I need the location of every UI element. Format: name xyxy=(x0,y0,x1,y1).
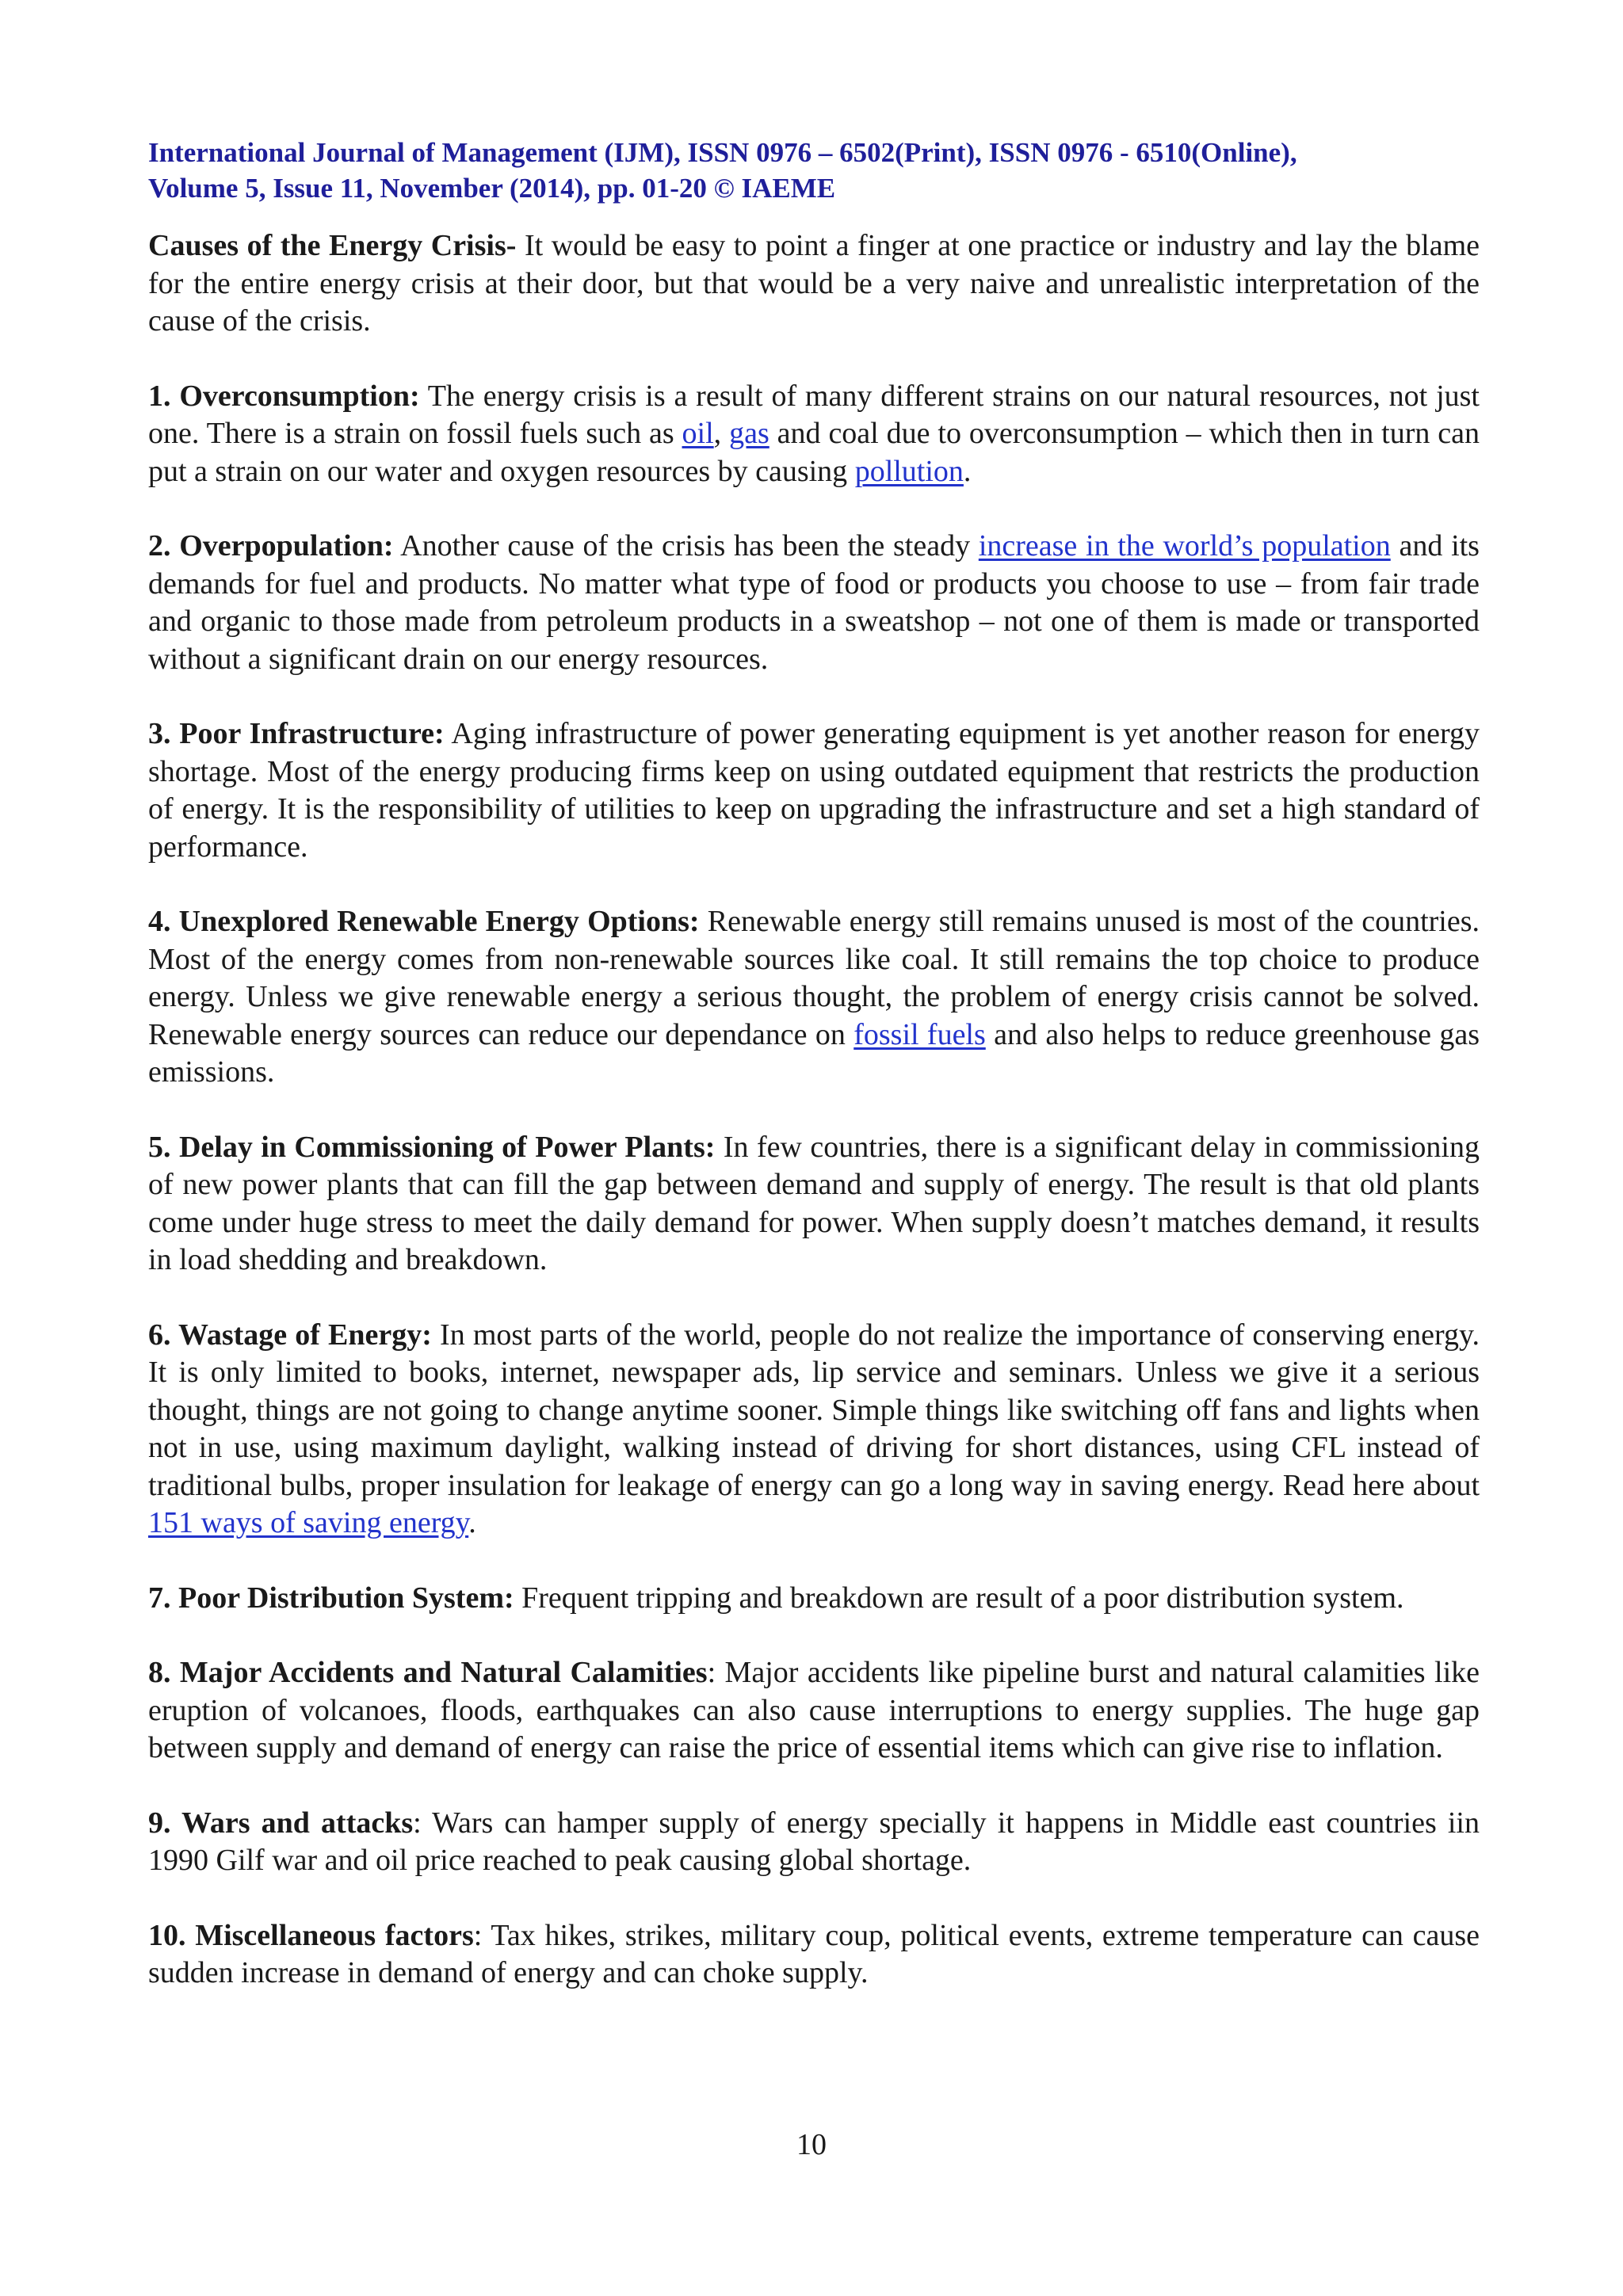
miscellaneous-factors-text: : Tax hikes, strikes, military coup, political events, extreme temperature can cause sudden increase in demand of energy and can choke supply. xyxy=(148,1918,1480,1989)
overconsumption-text-end: . xyxy=(963,454,972,488)
fossil-fuels-link[interactable]: fossil fuels xyxy=(854,1017,986,1051)
overconsumption-title: 1. Overconsumption: xyxy=(148,379,420,413)
gas-link[interactable]: gas xyxy=(729,417,769,450)
accidents-calamities-title: 8. Major Accidents and Natural Calamities xyxy=(148,1656,708,1689)
journal-header-line-1: International Journal of Management (IJM), ISSN 0976 – 6502(Print), ISSN 0976 - 6510(Online), xyxy=(148,137,1297,168)
intro-title: Causes of the Energy Crisis- xyxy=(148,229,517,262)
renewable-energy-title: 4. Unexplored Renewable Energy Options: xyxy=(148,905,700,938)
saving-energy-link[interactable]: 151 ways of saving energy xyxy=(148,1506,469,1539)
wastage-of-energy-text: In most parts of the world, people do not realize the importance of conserving energy. It is only limited to books, internet, newspaper ads, lip service and seminars. Unless we give it a serious thought, things are not going to change anytime sooner. Simple things like switching off fans and lights when not in use, using maximum daylight, walking instead of driving for short distances, using CFL instead of traditional bulbs, proper insulation for leakage of energy can go a long way in saving energy. Read here about xyxy=(148,1318,1480,1502)
pollution-link[interactable]: pollution xyxy=(854,454,964,488)
intro-paragraph xyxy=(148,227,1480,341)
overconsumption-text: The energy crisis is a result of many different strains on our natural resources, not just one. There is a strain on fossil fuels such as xyxy=(148,379,1480,450)
paragraph-distribution-system xyxy=(148,1580,1480,1618)
wars-attacks-text: : Wars can hamper supply of energy specially it happens in Middle east countries iin 1990 Gilf war and oil price reached to peak causing global shortage. xyxy=(148,1806,1480,1877)
overpopulation-title: 2. Overpopulation: xyxy=(148,529,394,563)
overconsumption-text-separator: , xyxy=(713,417,730,450)
paragraph-wars-attacks xyxy=(148,1805,1480,1880)
paragraph-miscellaneous-factors xyxy=(148,1917,1480,1993)
accidents-calamities-text: : Major accidents like pipeline burst and natural calamities like eruption of volcanoes, floods, earthquakes can also cause interruptions to energy supplies. The huge gap between supply and demand of energy can raise the price of essential items which can give rise to inflation. xyxy=(148,1656,1480,1764)
paragraph-power-plants-delay xyxy=(148,1129,1480,1280)
page-number: 10 xyxy=(796,2128,827,2161)
paragraph-renewable-energy xyxy=(148,903,1480,1092)
poor-infrastructure-title: 3. Poor Infrastructure: xyxy=(148,717,445,750)
distribution-system-title: 7. Poor Distribution System: xyxy=(148,1581,514,1615)
journal-header-line-2: Volume 5, Issue 11, November (2014), pp. 01-20 © IAEME xyxy=(148,173,836,204)
wars-attacks-title: 9. Wars and attacks xyxy=(148,1806,414,1840)
paragraph-wastage-of-energy xyxy=(148,1317,1480,1543)
overpopulation-text-continued: and its demands for fuel and products. No matter what type of food or products you choose to use – from fair trade and organic to those made from petroleum products in a sweatshop – not one of them is made or transported without a significant drain on our energy resources. xyxy=(148,529,1480,676)
oil-link[interactable]: oil xyxy=(682,417,714,450)
world-population-link[interactable]: increase in the world’s population xyxy=(978,529,1391,563)
renewable-energy-text: Renewable energy still remains unused is most of the countries. Most of the energy comes from non-renewable sources like coal. It still remains the top choice to produce energy. Unless we give renewable energy a serious thought, the problem of energy crisis cannot be solved. Renewable energy sources can reduce our dependance on xyxy=(148,905,1480,1051)
power-plants-delay-text: In few countries, there is a significant delay in commissioning of new power plants that can fill the gap between demand and supply of energy. The result is that old plants come under huge stress to meet the daily demand for power. When supply doesn’t matches demand, it results in load shedding and breakdown. xyxy=(148,1130,1480,1276)
overconsumption-text-continued: and coal due to overconsumption – which then in turn can put a strain on our water and oxygen resources by causing xyxy=(148,417,1480,488)
power-plants-delay-title: 5. Delay in Commissioning of Power Plants: xyxy=(148,1130,716,1164)
paragraph-overpopulation xyxy=(148,528,1480,678)
poor-infrastructure-text: Aging infrastructure of power generating equipment is yet another reason for energy shortage. Most of the energy producing firms keep on using outdated equipment that restricts the production of energy. It is the responsibility of utilities to keep on upgrading the infrastructure and set a high standard of performance. xyxy=(148,717,1480,864)
overpopulation-text: Another cause of the crisis has been the steady xyxy=(393,529,979,563)
miscellaneous-factors-title: 10. Miscellaneous factors xyxy=(148,1918,474,1952)
paragraph-accidents-calamities xyxy=(148,1654,1480,1768)
paragraph-poor-infrastructure xyxy=(148,715,1480,866)
wastage-of-energy-title: 6. Wastage of Energy: xyxy=(148,1318,432,1352)
wastage-of-energy-text-end: . xyxy=(468,1506,476,1539)
renewable-energy-text-continued: and also helps to reduce greenhouse gas emissions. xyxy=(148,1017,1480,1089)
distribution-system-text: Frequent tripping and breakdown are result of a poor distribution system. xyxy=(514,1581,1404,1615)
journal-header xyxy=(148,135,1480,206)
page-content xyxy=(148,135,1480,2030)
intro-text: It would be easy to point a finger at one practice or industry and lay the blame for the entire energy crisis at their door, but that would be a very naive and unrealistic interpretation of the cause of the crisis. xyxy=(148,229,1480,338)
paragraph-overconsumption xyxy=(148,378,1480,491)
